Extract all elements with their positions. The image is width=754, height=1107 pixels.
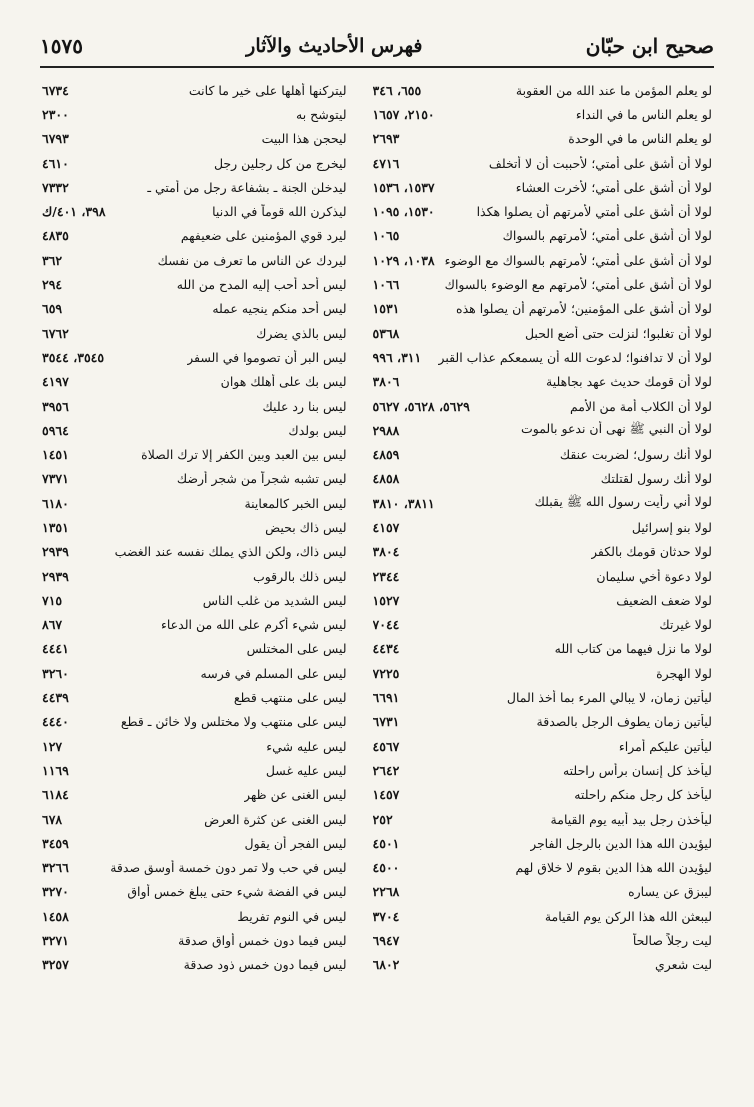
hadith-number: ٧٣٧١ (42, 471, 69, 487)
hadith-text: ليس شيء أكرم على الله من الدعاء (161, 617, 347, 633)
hadith-number: ٤٦١٠ (42, 155, 69, 171)
index-entry (373, 807, 712, 831)
hadith-text: لولا بنو إسرائيل (631, 519, 712, 535)
hadith-number: ١٤٥٧ (372, 787, 400, 803)
hadith-number: ٣١١، ٩٩٦ (372, 349, 422, 365)
index-entry (373, 831, 712, 855)
hadith-text: ليس ذاك بحيض (265, 519, 347, 535)
hadith-number: ١٥٣٧، ١٥٣٦ (372, 179, 435, 195)
hadith-text: ليأخذن رجل بيد أبيه يوم القيامة (550, 811, 712, 827)
hadith-text: ليرد قوي المؤمنين على ضعيفهم (180, 228, 347, 244)
index-entry (42, 564, 347, 588)
index-entry (373, 467, 712, 491)
hadith-number: ٣٥٤٥، ٣٥٤٤ (42, 349, 105, 365)
hadith-text: ليس بولدك (288, 422, 347, 438)
index-entry (373, 783, 712, 807)
index-entry (42, 758, 347, 782)
hadith-number: ٢٩٣٩ (42, 568, 69, 584)
index-entry (373, 175, 712, 199)
hadith-text: ليأتين زمان يطوف الرجل بالصدقة (536, 714, 712, 730)
hadith-text: ليس بالذي يضرك (256, 325, 347, 341)
index-entry (373, 127, 712, 151)
hadith-text: لولا أن أشق على أمتي؛ لأحببت أن لا أتخلف (488, 155, 712, 171)
hadith-text: ليس على المختلس (246, 641, 347, 657)
hadith-number: ١٠٦٦ (372, 277, 400, 293)
index-entry (42, 224, 347, 248)
hadith-number: ٢٦٩٣ (372, 131, 400, 147)
hadith-number: ٣٨١١، ٣٨١٠ (372, 495, 435, 511)
index-entry (42, 880, 347, 904)
hadith-number: ٤٤٣٤ (372, 641, 400, 657)
page-number: ١٥٧٥ (40, 34, 83, 58)
hadith-number: ٣٨٠٦ (372, 374, 400, 390)
hadith-text: ليأخذ كل إنسان برأس راحلته (562, 762, 712, 778)
hadith-number: ٧٣٣٢ (42, 179, 69, 195)
index-entry (373, 248, 712, 272)
hadith-number: ١١٦٩ (42, 762, 69, 778)
hadith-text: لو يعلم الناس ما في النداء (575, 106, 712, 122)
hadith-text: ليؤيدن الله هذا الدين بقوم لا خلاق لهم (515, 860, 712, 876)
hadith-text: ليس على منتهب ولا مختلس ولا خائن ـ قطع (120, 714, 347, 730)
index-entry (373, 588, 712, 612)
hadith-text: ليس ذاك، ولكن الذي يملك نفسه عند الغضب (114, 544, 347, 560)
hadith-text: ليأتين عليكم أمراء (618, 738, 712, 754)
hadith-number: ٤٥٠٠ (372, 860, 400, 876)
hadith-text: لولا أني رأيت رسول الله ﷺ يقبلك (534, 493, 712, 509)
index-entry (42, 928, 347, 952)
index-entry (373, 224, 712, 248)
index-entry (42, 78, 347, 102)
hadith-number: ٤٥٠١ (372, 835, 400, 851)
hadith-number: ١٤٥١ (42, 447, 69, 463)
right-column (373, 78, 712, 977)
index-entry (373, 953, 712, 977)
hadith-number: ١٣٥١ (42, 519, 69, 535)
index-entry (42, 856, 347, 880)
hadith-number: ٤٧١٦ (372, 155, 400, 171)
hadith-number: ٢٣٤٤ (372, 568, 400, 584)
hadith-text: لولا أن قومك حديث عهد بجاهلية (546, 374, 712, 390)
hadith-text: ليس تشبه شجراً من شجر أرضك (176, 471, 347, 487)
hadith-number: ٢٩٣٩ (42, 544, 69, 560)
hadith-text: لولا أن الكلاب أمة من الأمم (569, 398, 712, 414)
index-entry (373, 904, 712, 928)
hadith-number: ٣٩٨، ٤٠١/ك (42, 204, 106, 220)
index-entry (42, 783, 347, 807)
page-header (40, 30, 714, 62)
index-entry (373, 734, 712, 758)
hadith-text: ليذكرن الله قوماً في الدنيا (212, 204, 347, 220)
hadith-number: ١٠٣٨، ١٠٢٩ (372, 252, 435, 268)
index-entry (42, 248, 347, 272)
hadith-text: لولا دعوة أخي سليمان (596, 568, 712, 584)
index-entry (42, 175, 347, 199)
book-title: صحيح ابن حبّان (585, 34, 714, 58)
hadith-number: ٦١٨٤ (42, 787, 69, 803)
index-entry (373, 78, 712, 102)
hadith-number: ٣٢٧٠ (42, 884, 69, 900)
index-entry (42, 904, 347, 928)
hadith-text: لولا أن أشق على أمتي؛ لأمرتهم بالسواك (502, 228, 712, 244)
index-entry (42, 540, 347, 564)
index-entry (373, 515, 712, 539)
hadith-text: ليتركنها أهلها على خير ما كانت (188, 82, 347, 98)
hadith-number: ٦٥٩ (42, 301, 63, 317)
index-entry (42, 491, 347, 515)
index-entry (42, 297, 347, 321)
hadith-text: ليس على المسلم في فرسه (200, 665, 347, 681)
index-entry (373, 880, 712, 904)
hadith-text: ليس عليه غسل (265, 762, 347, 778)
index-entry (42, 467, 347, 491)
hadith-number: ٣٢٦٦ (42, 860, 69, 876)
hadith-text: ليس في الفضة شيء حتى يبلغ خمس أواق (127, 884, 347, 900)
hadith-text: لولا أنك رسول لقتلتك (600, 471, 712, 487)
hadith-number: ٦٧٦٢ (42, 325, 69, 341)
hadith-number: ٧٠٤٤ (372, 617, 400, 633)
index-entry (373, 297, 712, 321)
hadith-text: ليدخلن الجنة ـ بشفاعة رجل من أمتي ـ (147, 179, 347, 195)
hadith-number: ٣٨٠٤ (372, 544, 400, 560)
index-entry (42, 685, 347, 709)
index-entry (373, 491, 712, 515)
hadith-number: ٧١٥ (42, 592, 63, 608)
hadith-number: ٦٩٤٧ (372, 933, 400, 949)
hadith-text: لولا غيرتك (659, 617, 712, 633)
hadith-text: ليؤيدن الله هذا الدين بالرجل الفاجر (530, 835, 712, 851)
hadith-number: ٤٤٤٠ (42, 714, 69, 730)
hadith-number: ٦٧٨ (42, 811, 63, 827)
hadith-text: لولا أن أشق على أمتي؛ لأمرتهم بالسواك مع الوضوء (444, 252, 712, 268)
index-entry (42, 807, 347, 831)
hadith-number: ٥٣٦٨ (372, 325, 400, 341)
hadith-number: ٦٥٥، ٣٤٦ (372, 82, 422, 98)
hadith-number: ٢٣٠٠ (42, 106, 69, 122)
hadith-number: ٦٨٠٢ (372, 957, 400, 973)
index-entry (373, 370, 712, 394)
hadith-text: ليس بنا رد عليك (262, 398, 347, 414)
hadith-number: ٣٧٠٤ (372, 908, 400, 924)
hadith-text: ليت رجلاً صالحاً (632, 933, 712, 949)
index-entry (42, 321, 347, 345)
index-entry (42, 734, 347, 758)
index-entry (373, 345, 712, 369)
index-entry (42, 831, 347, 855)
hadith-text: ليس بين العبد وبين الكفر إلا ترك الصلاة (141, 447, 347, 463)
hadith-text: لولا ما نزل فيهما من كتاب الله (554, 641, 712, 657)
hadith-number: ٥٩٦٤ (42, 422, 69, 438)
index-entry (373, 661, 712, 685)
hadith-text: لولا أن أشق على أمتي لأمرتهم أن يصلوا هكذا (476, 204, 712, 220)
index-entry (373, 758, 712, 782)
index-entry (373, 613, 712, 637)
hadith-number: ٦٧٩٣ (42, 131, 69, 147)
hadith-number: ١٤٥٨ (42, 908, 69, 924)
hadith-text: ليس أحد أحب إليه المدح من الله (176, 277, 347, 293)
index-entry (42, 588, 347, 612)
index-entry (42, 127, 347, 151)
hadith-number: ٦٦٩١ (372, 690, 400, 706)
hadith-number: ٣٤٥٩ (42, 835, 69, 851)
index-entry (42, 418, 347, 442)
index-entry (42, 661, 347, 685)
hadith-number: ٣٢٦٠ (42, 665, 69, 681)
hadith-text: ليس في حب ولا تمر دون خمسة أوسق صدقة (110, 860, 347, 876)
hadith-number: ١٠٦٥ (372, 228, 400, 244)
hadith-text: ليس عليه شيء (266, 738, 347, 754)
hadith-text: لولا أنك رسول؛ لضربت عنقك (559, 447, 712, 463)
hadith-number: ٣٩٥٦ (42, 398, 69, 414)
hadith-text: ليس في النوم تفريط (237, 908, 347, 924)
index-entry (42, 102, 347, 126)
index-entry (373, 928, 712, 952)
hadith-number: ١٥٣١ (372, 301, 400, 317)
index-entry (373, 321, 712, 345)
hadith-text: ليأخذ كل رجل منكم راحلته (574, 787, 712, 803)
header-divider (40, 66, 714, 68)
hadith-text: لو يعلم المؤمن ما عند الله من العقوبة (515, 82, 712, 98)
index-entry (42, 710, 347, 734)
hadith-number: ٢٥٢ (372, 811, 393, 827)
hadith-number: ٨٦٧ (42, 617, 63, 633)
hadith-text: ليخرج من كل رجلين رجل (213, 155, 347, 171)
index-entry (42, 151, 347, 175)
hadith-number: ٥٦٢٩، ٥٦٢٨، ٥٦٢٧ (372, 398, 470, 414)
hadith-number: ٢٦٤٢ (372, 762, 400, 778)
hadith-text: ليس ذلك بالرقوب (252, 568, 347, 584)
hadith-text: لولا أن أشق على أمتي؛ لأمرتهم مع الوضوء بالسواك (444, 277, 712, 293)
hadith-text: ليس فيما دون خمس ذود صدقة (183, 957, 347, 973)
hadith-number: ٣٢٥٧ (42, 957, 69, 973)
hadith-text: ليس الغنى عن ظهر (244, 787, 347, 803)
hadith-text: لولا أن لا تدافنوا؛ لدعوت الله أن يسمعكم عذاب القبر (438, 349, 712, 365)
left-column (42, 78, 347, 977)
hadith-number: ٢٢٦٨ (372, 884, 400, 900)
hadith-text: لولا حدثان قومك بالكفر (591, 544, 712, 560)
index-entry (42, 370, 347, 394)
hadith-number: ١٢٧ (42, 738, 63, 754)
hadith-text: ليس أحد منكم ينجيه عمله (212, 301, 347, 317)
hadith-number: ٤٤٣٩ (42, 690, 69, 706)
hadith-number: ٢٩٨٨ (372, 422, 400, 438)
hadith-text: لولا الهجرة (656, 665, 712, 681)
index-entry (373, 710, 712, 734)
hadith-text: ليأتين زمان، لا يبالي المرء بما أخذ المال (506, 690, 712, 706)
hadith-number: ٢١٥٠، ١٦٥٧ (372, 106, 435, 122)
hadith-text: ليس البر أن تصوموا في السفر (187, 349, 347, 365)
index-entry (373, 394, 712, 418)
hadith-text: ليس بك على أهلك هوان (220, 374, 347, 390)
hadith-text: ليس الخبر كالمعاينة (244, 495, 347, 511)
index-entry (373, 442, 712, 466)
hadith-number: ٦٧٣٤ (42, 82, 69, 98)
index-entry (42, 272, 347, 296)
hadith-number: ٦١٨٠ (42, 495, 69, 511)
index-entry (42, 953, 347, 977)
index-entry (42, 442, 347, 466)
hadith-text: ليحجن هذا البيت (261, 131, 347, 147)
hadith-number: ٤٤٤١ (42, 641, 69, 657)
hadith-number: ١٥٣٠، ١٠٩٥ (372, 204, 435, 220)
hadith-text: ليت شعري (654, 957, 712, 973)
hadith-number: ٦٧٣١ (372, 714, 400, 730)
index-entry (42, 345, 347, 369)
hadith-text: ليردك عن الناس ما تعرف من نفسك (157, 252, 347, 268)
hadith-text: ليبعثن الله هذا الركن يوم القيامة (544, 908, 712, 924)
index-entry (373, 199, 712, 223)
index-entry (373, 856, 712, 880)
index-entry (373, 564, 712, 588)
index-entry (373, 637, 712, 661)
hadith-number: ٢٩٤ (42, 277, 63, 293)
hadith-text: ليتوشح به (296, 106, 347, 122)
hadith-number: ٤٨٣٥ (42, 228, 69, 244)
hadith-text: لو يعلم الناس ما في الوحدة (568, 131, 712, 147)
index-entry (42, 637, 347, 661)
hadith-text: ليس على منتهب قطع (233, 690, 347, 706)
hadith-number: ٣٦٢ (42, 252, 63, 268)
index-entry (373, 685, 712, 709)
hadith-text: لولا أن أشق على أمتي؛ لأخرت العشاء (515, 179, 712, 195)
hadith-text: ليس الغنى عن كثرة العرض (204, 811, 347, 827)
index-entry (373, 272, 712, 296)
hadith-number: ٤١٩٧ (42, 374, 69, 390)
index-title: فهرس الأحاديث والآثار (246, 35, 423, 57)
index-entry (42, 394, 347, 418)
hadith-text: ليس الشديد من غلب الناس (202, 592, 347, 608)
hadith-number: ٤١٥٧ (372, 519, 400, 535)
index-entry (42, 515, 347, 539)
hadith-number: ٣٢٧١ (42, 933, 69, 949)
index-entry (42, 613, 347, 637)
hadith-text: لولا أن النبي ﷺ نهى أن ندعو بالموت (520, 420, 712, 436)
hadith-number: ١٥٢٧ (372, 592, 400, 608)
hadith-number: ٤٥٦٧ (372, 738, 400, 754)
index-entry (373, 102, 712, 126)
index-entry (42, 199, 347, 223)
index-columns (42, 78, 712, 977)
hadith-number: ٤٨٥٩ (372, 447, 400, 463)
index-entry (373, 418, 712, 442)
hadith-text: لولا ضعف الضعيف (616, 592, 712, 608)
index-entry (373, 540, 712, 564)
hadith-text: ليس الفجر أن يقول (244, 835, 347, 851)
hadith-text: ليس فيما دون خمس أواق صدقة (178, 933, 347, 949)
hadith-text: ليبزق عن يساره (628, 884, 712, 900)
hadith-number: ٧٢٢٥ (372, 665, 400, 681)
hadith-number: ٤٨٥٨ (372, 471, 400, 487)
hadith-text: لولا أن تغلبوا؛ لنزلت حتى أضع الحبل (524, 325, 712, 341)
index-entry (373, 151, 712, 175)
hadith-text: لولا أن أشق على المؤمنين؛ لأمرتهم أن يصلوا هذه (456, 301, 712, 317)
